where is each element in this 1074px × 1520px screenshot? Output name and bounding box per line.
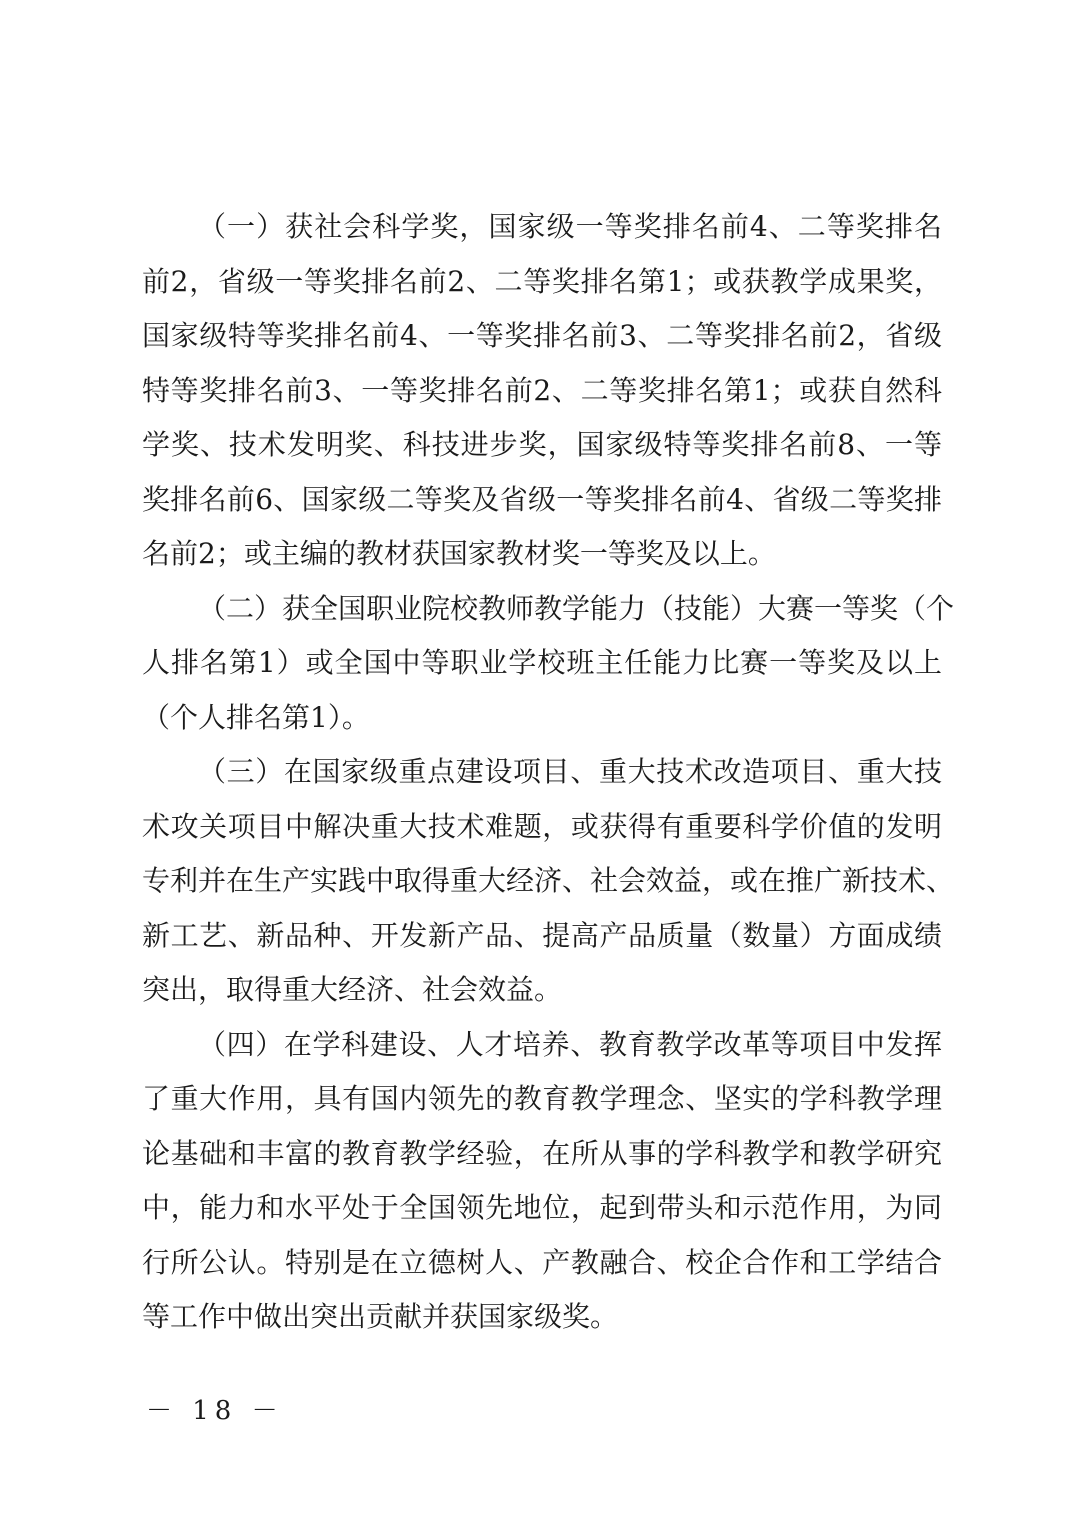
paragraph-2 — [142, 582, 955, 746]
paragraph-1 — [142, 200, 942, 582]
text-line: 前2，省级一等奖排名前2、二等奖排名第1；或获教学成果奖， — [142, 264, 942, 298]
text-line: 等工作中做出突出贡献并获国家级奖。 — [142, 1300, 619, 1333]
text-line: （一）获社会科学奖，国家级一等奖排名前4、二等奖排名 — [198, 210, 942, 243]
paragraph-3 — [142, 745, 955, 1018]
text-line: （个人排名第1）。 — [142, 700, 370, 734]
text-line: 新工艺、新品种、开发新产品、提高产品质量（数量）方面成绩 — [142, 918, 942, 952]
text-line: 专利并在生产实践中取得重大经济、社会效益，或在推广新技术、 — [142, 864, 955, 897]
text-line: 了重大作用，具有国内领先的教育教学理念、坚实的学科教学理 — [142, 1082, 942, 1115]
paragraph-4 — [142, 1018, 942, 1345]
text-line: （二）获全国职业院校教师教学能力（技能）大赛一等奖（个 — [198, 591, 955, 625]
text-line: （四）在学科建设、人才培养、教育教学改革等项目中发挥 — [198, 1027, 942, 1061]
text-line: （三）在国家级重点建设项目、重大技术改造项目、重大技 — [198, 755, 942, 788]
text-line: 行所公认。特别是在立德树人、产教融合、校企合作和工学结合 — [142, 1245, 942, 1279]
text-line: 术攻关项目中解决重大技术难题，或获得有重要科学价值的发明 — [142, 809, 942, 843]
text-line: 中，能力和水平处于全国领先地位，起到带头和示范作用，为同 — [142, 1191, 942, 1224]
page-number: － 18 － — [146, 1396, 284, 1426]
text-line: 论基础和丰富的教育教学经验，在所从事的学科教学和教学研究 — [142, 1136, 942, 1170]
text-line: 突出，取得重大经济、社会效益。 — [142, 973, 563, 1006]
text-line: 特等奖排名前3、一等奖排名前2、二等奖排名第1；或获自然科 — [142, 373, 942, 407]
text-line: 国家级特等奖排名前4、一等奖排名前3、二等奖排名前2，省级 — [142, 319, 942, 352]
text-line: 奖排名前6、国家级二等奖及省级一等奖排名前4、省级二等奖排 — [142, 482, 942, 516]
text-line: 名前2；或主编的教材获国家教材奖一等奖及以上。 — [142, 537, 776, 570]
body-text — [142, 200, 955, 1345]
text-line: 人排名第1）或全国中等职业学校班主任能力比赛一等奖及以上 — [142, 646, 942, 679]
text-line: 学奖、技术发明奖、科技进步奖，国家级特等奖排名前8、一等 — [142, 428, 942, 461]
